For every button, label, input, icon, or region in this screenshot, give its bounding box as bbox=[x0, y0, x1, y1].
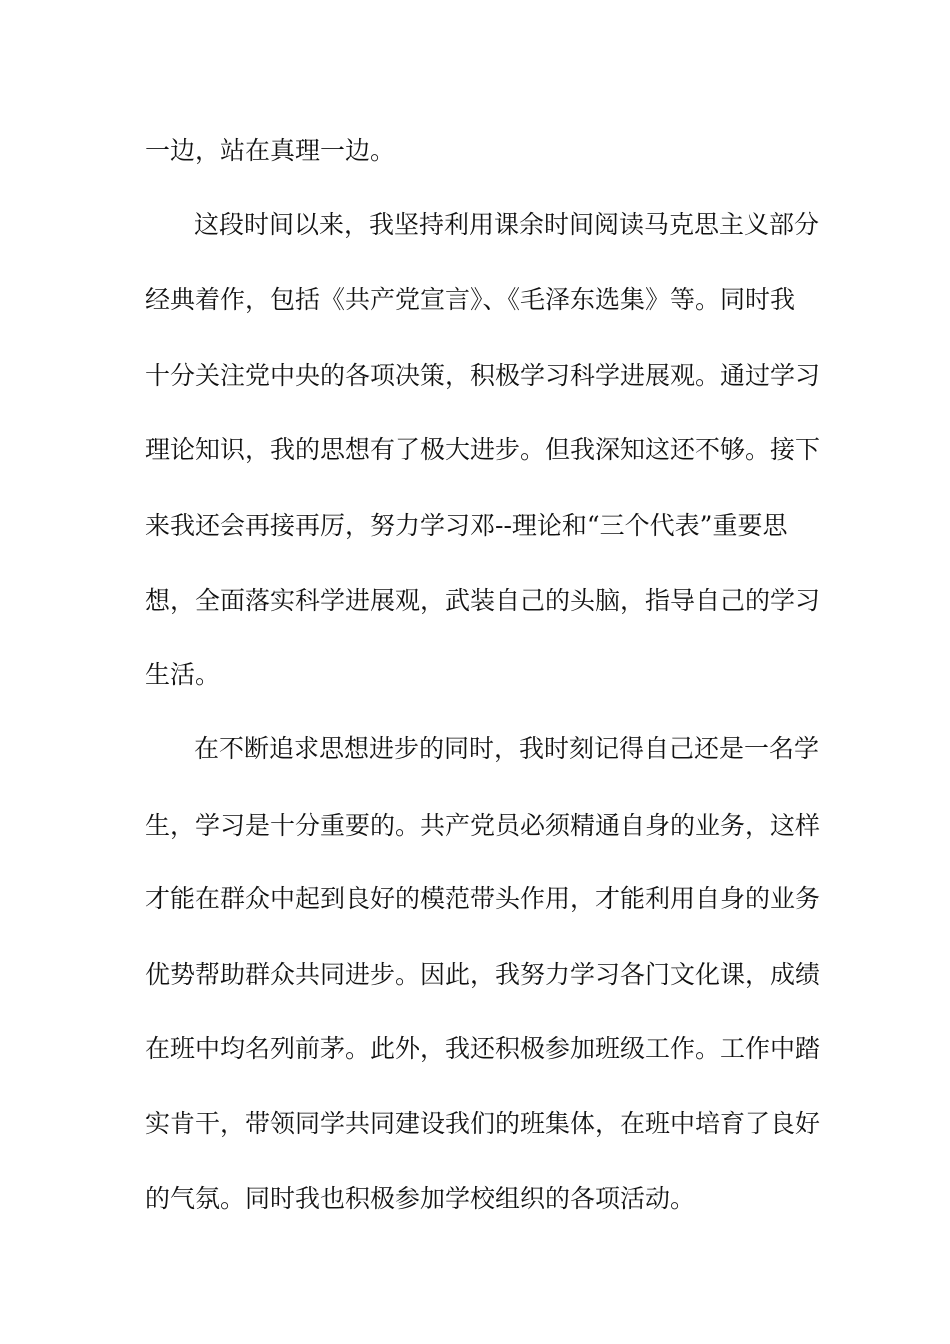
text-line: 实肯干，带领同学共同建设我们的班集体，在班中培育了良好 bbox=[145, 1109, 821, 1138]
text-line: 的气氛。同时我也积极参加学校组织的各项活动。 bbox=[145, 1184, 696, 1213]
text-line: 想，全面落实科学进展观，武装自己的头脑，指导自己的学习 bbox=[145, 586, 821, 615]
text-line: 经典着作，包括《共产党宣言》、《毛泽东选集》等。同时我 bbox=[145, 285, 796, 314]
text-line: 一边，站在真理一边。 bbox=[145, 136, 396, 165]
text-line: 理论知识，我的思想有了极大进步。但我深知这还不够。接下 bbox=[145, 435, 821, 464]
text-line: 来我还会再接再厉，努力学习邓--理论和“三个代表”重要思 bbox=[145, 511, 788, 540]
paragraph-first-line: 这段时间以来，我坚持利用课余时间阅读马克思主义部分 bbox=[194, 210, 820, 239]
paragraph-first-line: 在不断追求思想进步的同时，我时刻记得自己还是一名学 bbox=[194, 734, 820, 763]
text-line: 十分关注党中央的各项决策，积极学习科学进展观。通过学习 bbox=[145, 361, 821, 390]
text-line: 才能在群众中起到良好的模范带头作用，才能利用自身的业务 bbox=[145, 884, 821, 913]
text-line: 生活。 bbox=[145, 660, 221, 689]
text-line: 在班中均名列前茅。此外，我还积极参加班级工作。工作中踏 bbox=[145, 1034, 821, 1063]
text-line: 优势帮助群众共同进步。因此，我努力学习各门文化课，成绩 bbox=[145, 960, 821, 989]
text-line: 生，学习是十分重要的。共产党员必须精通自身的业务，这样 bbox=[145, 811, 821, 840]
